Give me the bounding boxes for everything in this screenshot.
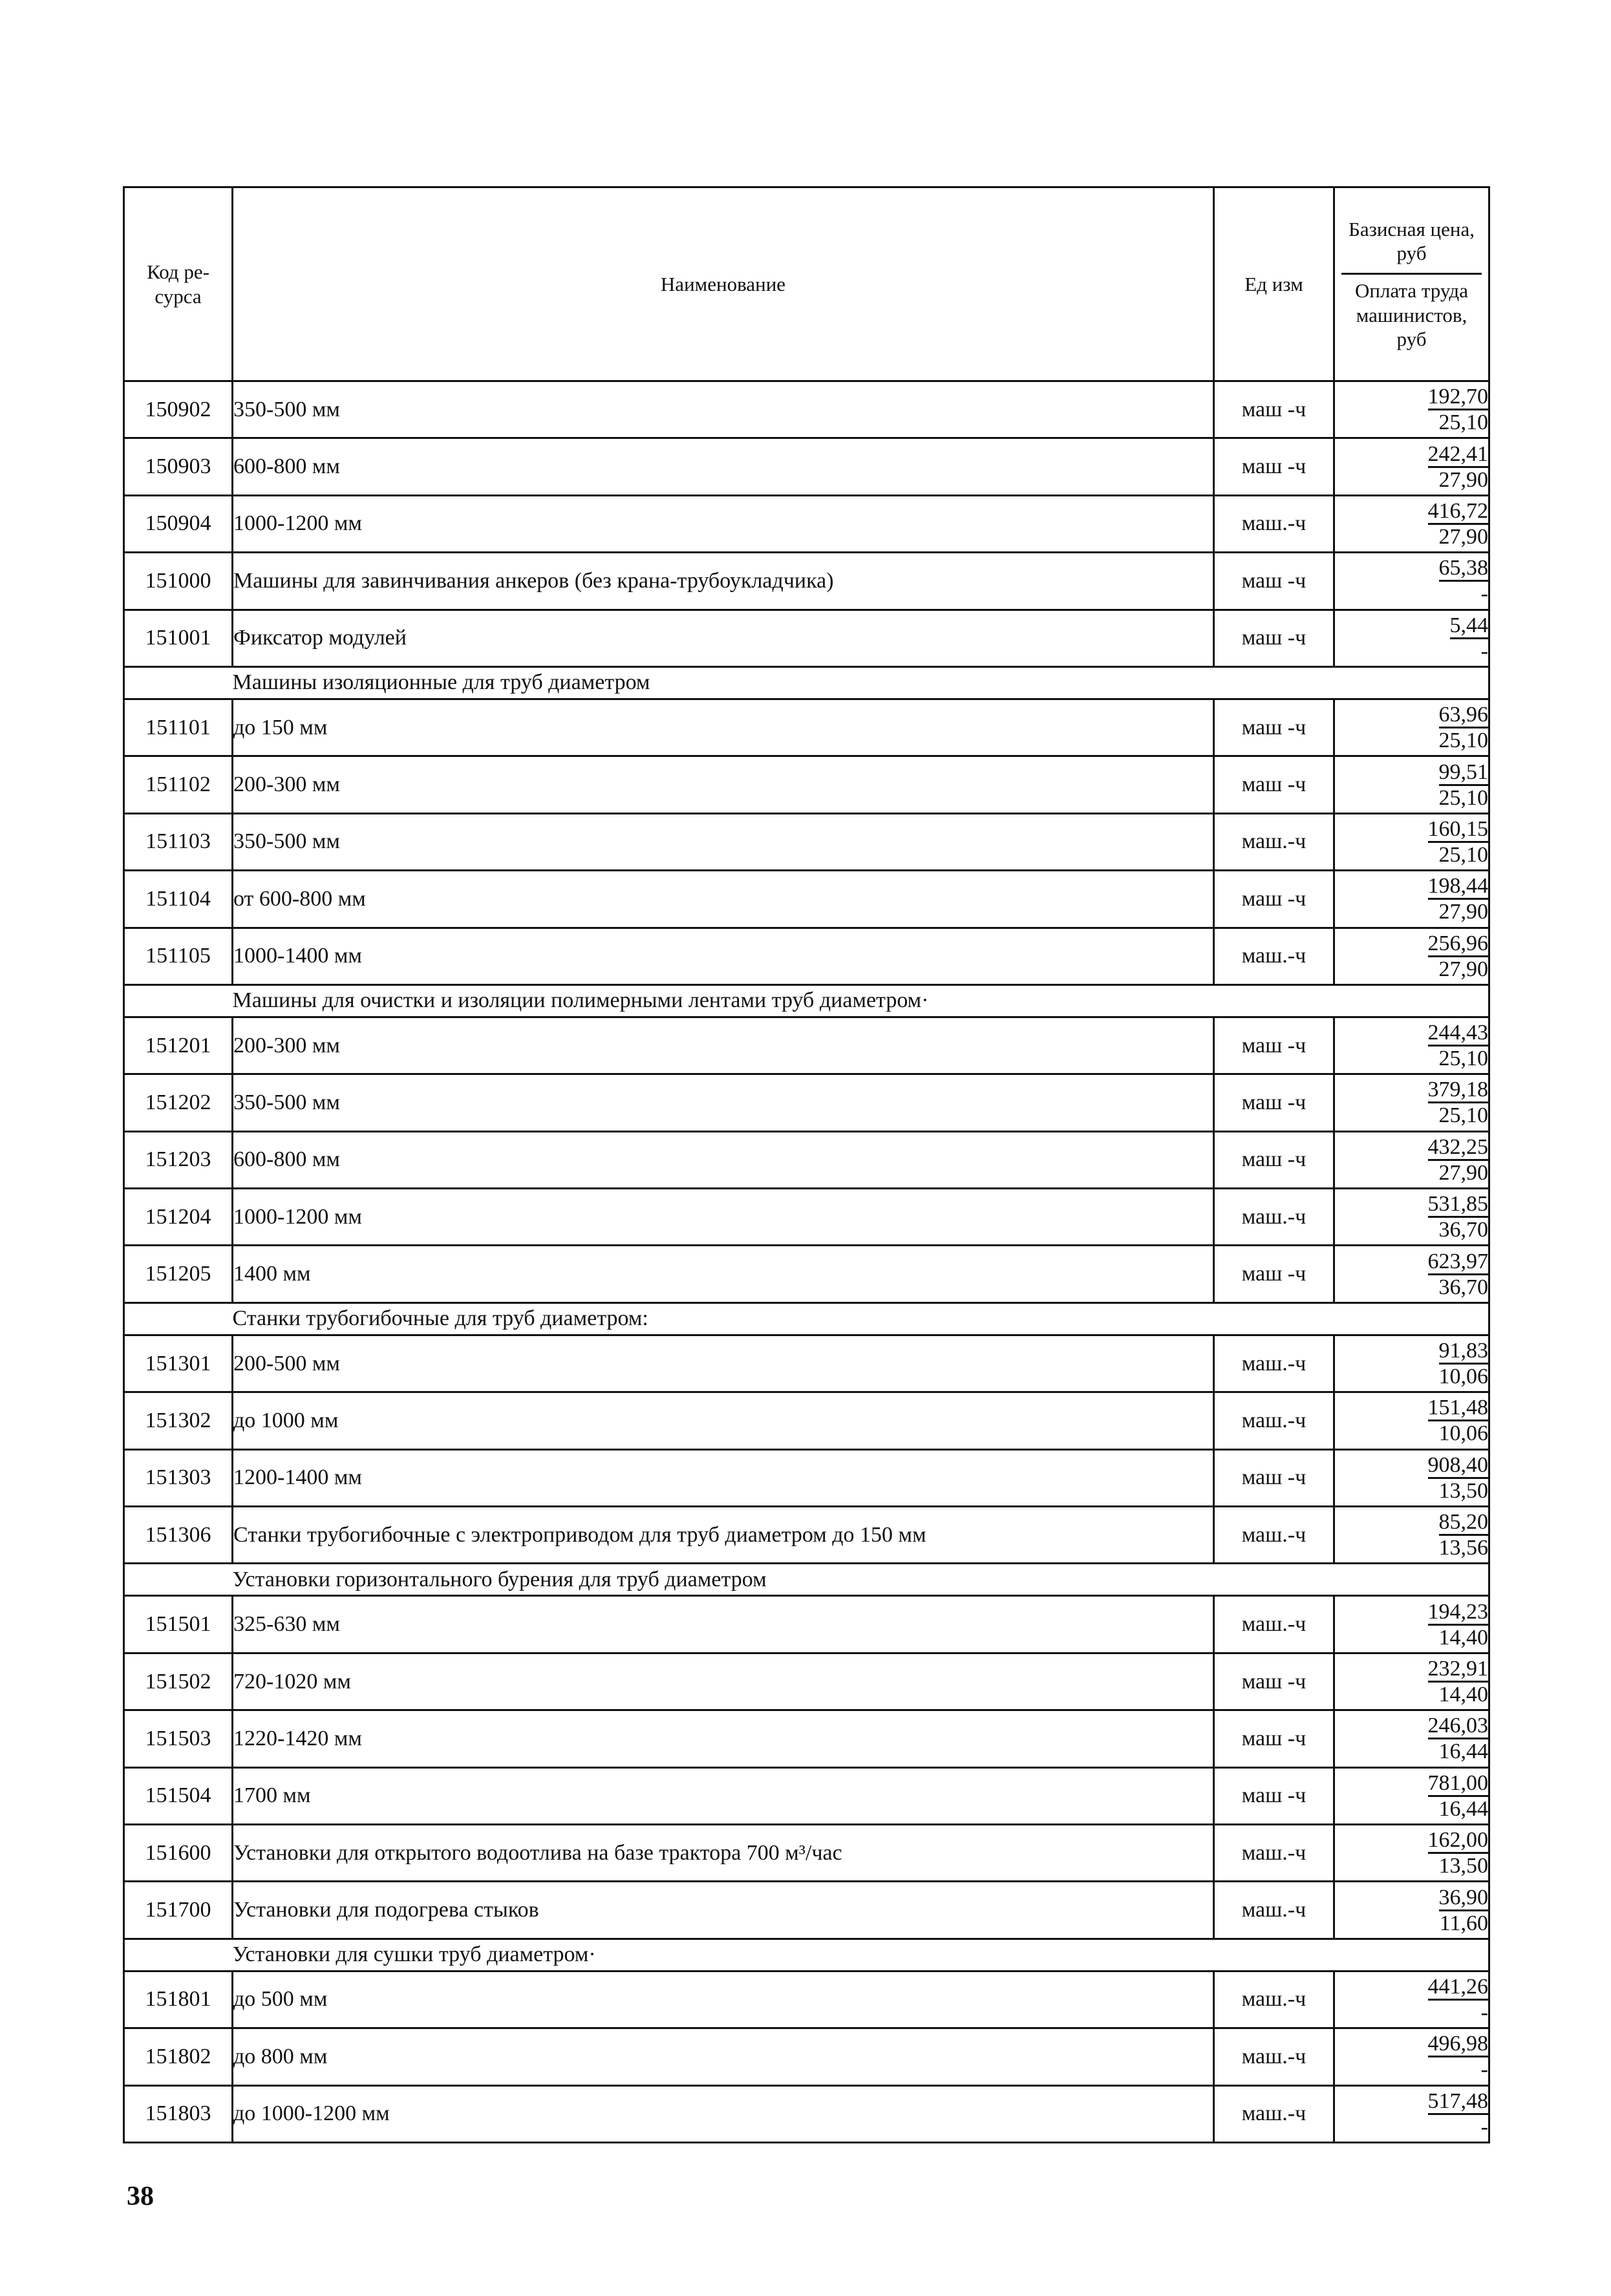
resource-name: 720-1020 мм [233,1653,1214,1710]
table-row [124,1710,1489,1767]
unit-of-measure: маш -ч [1214,756,1334,813]
price-cell [1334,699,1489,756]
resource-name: 200-300 мм [233,1017,1214,1074]
group-heading: Машины для очистки и изоляции полимерными лентами труб диаметром· [233,984,1489,1017]
table-row [124,381,1489,438]
column-header-unit: Ед изм [1214,187,1334,381]
resource-code: 151502 [124,1653,233,1710]
operator-wage: 16,44 [1438,1796,1488,1821]
resource-code: 151504 [124,1767,233,1824]
table-row [124,1824,1489,1881]
resource-name: 1000-1400 мм [233,928,1214,984]
unit-of-measure: маш.-ч [1214,1971,1334,2028]
group-heading-row [124,1302,1489,1335]
table-row [124,1335,1489,1392]
operator-wage: 13,50 [1438,1854,1488,1878]
base-price: 198,44 [1428,875,1489,900]
operator-wage: 13,50 [1438,1478,1488,1503]
resource-code: 151700 [124,1882,233,1939]
operator-wage: 10,06 [1438,1365,1488,1389]
base-price: 908,40 [1428,1454,1489,1479]
group-heading-row [124,1564,1489,1596]
unit-of-measure: маш.-ч [1214,1596,1334,1653]
resource-code: 151202 [124,1074,233,1131]
base-price: 531,85 [1428,1193,1489,1218]
table-body [124,381,1489,2143]
table-row [124,1767,1489,1824]
base-price: 416,72 [1428,500,1489,525]
base-price: 162,00 [1428,1829,1489,1854]
table-row [124,1189,1489,1246]
resource-code: 151201 [124,1017,233,1074]
group-heading: Станки трубогибочные для труб диаметром: [233,1302,1489,1335]
operator-wage: 27,90 [1438,467,1488,492]
table-row [124,553,1489,610]
price-cell [1334,756,1489,813]
operator-wage: 27,90 [1438,1160,1488,1185]
group-heading-row [124,984,1489,1017]
base-price: 244,43 [1428,1021,1489,1047]
unit-of-measure: маш -ч [1214,699,1334,756]
operator-wage: 13,56 [1438,1536,1488,1560]
table-row [124,699,1489,756]
resource-code: 151104 [124,871,233,928]
operator-wage: 14,40 [1438,1625,1488,1650]
operator-wage: 11,60 [1439,1911,1488,1935]
resource-name: Установки для открытого водоотлива на базе трактора 700 м³/час [233,1824,1214,1881]
base-price: 5,44 [1450,614,1489,639]
price-cell [1334,1507,1489,1564]
base-price: 432,25 [1428,1136,1489,1161]
table-row [124,1074,1489,1131]
operator-wage: - [1480,2057,1488,2082]
base-price: 91,83 [1439,1339,1489,1365]
group-heading: Машины изоляционные для труб диаметром [233,666,1489,699]
price-cell [1334,1596,1489,1653]
base-price: 99,51 [1439,761,1489,786]
resource-code: 151501 [124,1596,233,1653]
unit-of-measure: маш.-ч [1214,1392,1334,1449]
base-price: 36,90 [1439,1886,1489,1911]
unit-of-measure: маш -ч [1214,871,1334,928]
unit-of-measure: маш.-ч [1214,1507,1334,1564]
price-cell [1334,1335,1489,1392]
unit-of-measure: маш.-ч [1214,1189,1334,1246]
column-header-price [1334,187,1489,381]
resource-name: 200-300 мм [233,756,1214,813]
resource-code: 151302 [124,1392,233,1449]
resource-name: Установки для подогрева стыков [233,1882,1214,1939]
page-number: 38 [127,2182,154,2211]
table-row [124,1882,1489,1939]
base-price: 623,97 [1428,1250,1489,1275]
unit-of-measure: маш.-ч [1214,495,1334,552]
table-row [124,495,1489,552]
resource-name: 325-630 мм [233,1596,1214,1653]
price-cell [1334,1392,1489,1449]
price-cell [1334,2028,1489,2085]
resource-code: 151203 [124,1131,233,1188]
header-divider [1341,273,1482,275]
group-spacer-cell [124,984,233,1017]
resource-name: до 150 мм [233,699,1214,756]
price-cell [1334,438,1489,495]
price-cell [1334,813,1489,870]
base-price: 781,00 [1428,1772,1489,1797]
table-row [124,1507,1489,1564]
resource-name: 600-800 мм [233,1131,1214,1188]
price-cell [1334,1710,1489,1767]
price-cell [1334,1189,1489,1246]
resource-name: 600-800 мм [233,438,1214,495]
resource-code: 150904 [124,495,233,552]
table-row [124,438,1489,495]
unit-of-measure: маш -ч [1214,553,1334,610]
resource-name: 350-500 мм [233,381,1214,438]
table-row [124,1246,1489,1302]
operator-wage: 25,10 [1438,785,1488,810]
resource-code: 151802 [124,2028,233,2085]
group-spacer-cell [124,1564,233,1596]
operator-wage: 14,40 [1438,1683,1488,1706]
resource-name: от 600-800 мм [233,871,1214,928]
unit-of-measure: маш.-ч [1214,1824,1334,1881]
base-price: 242,41 [1428,443,1489,468]
price-cell [1334,1824,1489,1881]
operator-wage: - [1480,582,1488,606]
group-heading-row [124,1939,1489,1971]
price-cell [1334,610,1489,666]
resource-code: 151101 [124,699,233,756]
operator-wage: - [1480,2000,1488,2025]
unit-of-measure: маш -ч [1214,1131,1334,1188]
base-price: 246,03 [1428,1714,1489,1739]
table-header-row [124,187,1489,381]
group-spacer-cell [124,1939,233,1971]
resource-code: 151306 [124,1507,233,1564]
unit-of-measure: маш.-ч [1214,1882,1334,1939]
unit-of-measure: маш -ч [1214,1767,1334,1824]
price-cell [1334,1882,1489,1939]
price-cell [1334,381,1489,438]
resource-name: Станки трубогибочные с электроприводом для труб диаметром до 150 мм [233,1507,1214,1564]
resource-name: 1400 мм [233,1246,1214,1302]
price-cell [1334,495,1489,552]
price-cell [1334,1971,1489,2028]
operator-wage: 25,10 [1438,410,1488,435]
unit-of-measure: маш.-ч [1214,928,1334,984]
resource-name: до 500 мм [233,1971,1214,2028]
base-price: 151,48 [1428,1396,1489,1421]
resource-code: 151105 [124,928,233,984]
unit-of-measure: маш -ч [1214,438,1334,495]
column-header-operator-wage: Оплата труда машинистов, руб [1355,279,1468,350]
price-cell [1334,1653,1489,1710]
price-cell [1334,553,1489,610]
group-spacer-cell [124,666,233,699]
price-cell [1334,928,1489,984]
operator-wage: 10,06 [1438,1421,1488,1446]
operator-wage: 27,90 [1438,957,1488,981]
table-row [124,928,1489,984]
table-row [124,610,1489,666]
base-price: 517,48 [1428,2090,1489,2115]
base-price: 160,15 [1428,818,1489,843]
operator-wage: 36,70 [1438,1218,1488,1242]
table-row [124,756,1489,813]
base-price: 194,23 [1428,1600,1489,1626]
table-row [124,2085,1489,2142]
unit-of-measure: маш -ч [1214,610,1334,666]
unit-of-measure: маш -ч [1214,381,1334,438]
price-cell [1334,1767,1489,1824]
unit-of-measure: маш -ч [1214,1710,1334,1767]
resource-name: 350-500 мм [233,813,1214,870]
unit-of-measure: маш -ч [1214,1449,1334,1506]
operator-wage: 25,10 [1438,728,1488,753]
table-row [124,1971,1489,2028]
resource-code: 151102 [124,756,233,813]
operator-wage: 27,90 [1438,900,1488,924]
resource-name: до 800 мм [233,2028,1214,2085]
unit-of-measure: маш.-ч [1214,2085,1334,2142]
table-row [124,813,1489,870]
resource-code: 150903 [124,438,233,495]
operator-wage: 27,90 [1438,524,1488,549]
operator-wage: 25,10 [1438,1103,1488,1128]
resource-name: 200-500 мм [233,1335,1214,1392]
resource-code: 150902 [124,381,233,438]
unit-of-measure: маш.-ч [1214,813,1334,870]
base-price: 63,96 [1439,703,1489,728]
resource-code: 151503 [124,1710,233,1767]
operator-wage: - [1480,639,1488,663]
unit-of-measure: маш.-ч [1214,1335,1334,1392]
unit-of-measure: маш.-ч [1214,2028,1334,2085]
operator-wage: - [1480,2114,1488,2139]
resource-code: 151000 [124,553,233,610]
table-row [124,2028,1489,2085]
base-price: 256,96 [1428,932,1489,957]
resource-name: до 1000 мм [233,1392,1214,1449]
price-cell [1334,1017,1489,1074]
resource-code: 151600 [124,1824,233,1881]
price-cell [1334,871,1489,928]
price-cell [1334,1246,1489,1302]
base-price: 441,26 [1428,1975,1489,2001]
resource-name: 1200-1400 мм [233,1449,1214,1506]
price-cell [1334,1449,1489,1506]
resource-name: 1220-1420 мм [233,1710,1214,1767]
base-price: 85,20 [1439,1511,1489,1536]
base-price: 192,70 [1428,385,1489,410]
column-header-base-price: Базисная цена, руб [1349,218,1475,265]
operator-wage: 25,10 [1438,842,1488,867]
resource-code: 151301 [124,1335,233,1392]
resource-code: 151103 [124,813,233,870]
group-heading-row [124,666,1489,699]
operator-wage: 36,70 [1438,1275,1488,1299]
group-heading: Установки горизонтального бурения для труб диаметром [233,1564,1489,1596]
base-price: 496,98 [1428,2032,1489,2057]
table-row [124,1653,1489,1710]
base-price: 379,18 [1428,1078,1489,1103]
operator-wage: 25,10 [1438,1047,1488,1071]
resource-price-table [123,186,1490,2143]
resource-code: 151205 [124,1246,233,1302]
unit-of-measure: маш -ч [1214,1017,1334,1074]
unit-of-measure: маш -ч [1214,1653,1334,1710]
resource-name: 1000-1200 мм [233,495,1214,552]
group-spacer-cell [124,1302,233,1335]
table-row [124,1392,1489,1449]
price-cell [1334,2085,1489,2142]
table-row [124,1131,1489,1188]
unit-of-measure: маш -ч [1214,1246,1334,1302]
price-cell [1334,1074,1489,1131]
column-header-name: Наименование [233,187,1214,381]
resource-name: до 1000-1200 мм [233,2085,1214,2142]
base-price: 232,91 [1428,1657,1489,1683]
resource-code: 151001 [124,610,233,666]
base-price: 65,38 [1439,557,1489,582]
column-header-code: Код ре- сурса [124,187,233,381]
table-row [124,1017,1489,1074]
operator-wage: 16,44 [1438,1739,1488,1764]
table-row [124,1449,1489,1506]
resource-name: 1000-1200 мм [233,1189,1214,1246]
resource-code: 151303 [124,1449,233,1506]
resource-name: 1700 мм [233,1767,1214,1824]
resource-name: Фиксатор модулей [233,610,1214,666]
price-cell [1334,1131,1489,1188]
table-row [124,871,1489,928]
table-row [124,1596,1489,1653]
group-heading: Установки для сушки труб диаметром· [233,1939,1489,1971]
resource-name: 350-500 мм [233,1074,1214,1131]
resource-name: Машины для завинчивания анкеров (без крана-трубоукладчика) [233,553,1214,610]
resource-code: 151801 [124,1971,233,2028]
resource-code: 151204 [124,1189,233,1246]
resource-code: 151803 [124,2085,233,2142]
unit-of-measure: маш -ч [1214,1074,1334,1131]
